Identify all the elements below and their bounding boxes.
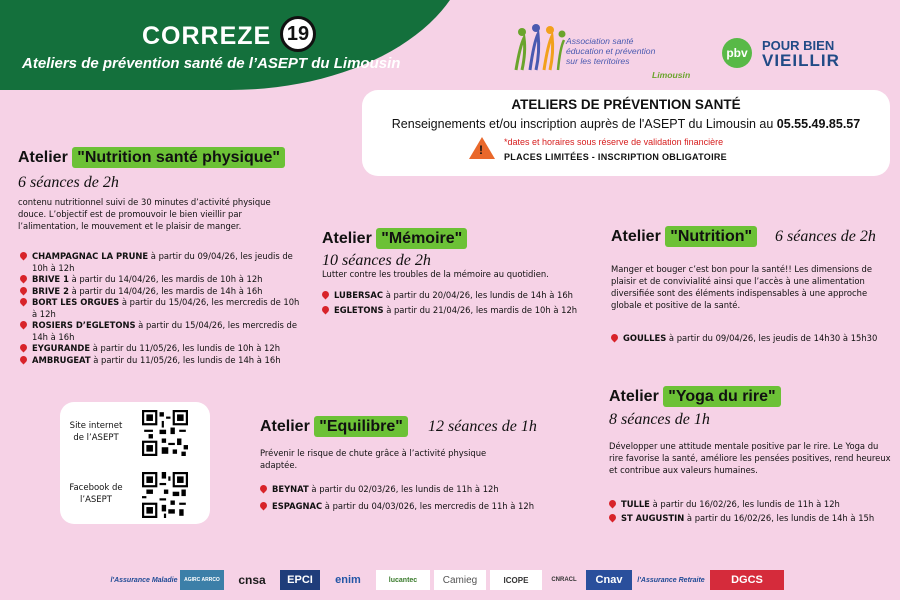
list-item: BRIVE 2 à partir du 14/04/26, les mardis de 14h à 16h [20, 286, 305, 298]
info-contact: Renseignements et/ou inscription auprès de l'ASEPT du Limousin au 05.55.49.85.57 [391, 117, 861, 131]
location-pin-icon [608, 512, 618, 522]
partner-assurance-retraite-logo: l'Assurance Retraite [637, 576, 705, 584]
location-pin-icon [19, 251, 29, 261]
pour-bien-vieillir-logo [722, 38, 862, 78]
list-item: BRIVE 1 à partir du 14/04/26, les mardis de 10h à 12h [20, 274, 305, 286]
location-pin-icon [19, 297, 29, 307]
atelier-title: Atelier "Equilibre" [260, 418, 408, 436]
partner-epci-logo: EPCI [280, 570, 320, 590]
atelier-sessions: 10 séances de 2h [322, 252, 431, 269]
partner-enim-logo: enim [335, 574, 361, 586]
info-box [362, 90, 890, 176]
people-icon [512, 22, 568, 72]
asept-logo-region: Limousin [652, 70, 691, 80]
atelier-title: Atelier "Nutrition" [611, 228, 757, 246]
pbv-line1: POUR BIEN [762, 38, 835, 53]
list-item: GOULLES à partir du 09/04/26, les jeudis de 14h30 à 15h30 [611, 333, 896, 345]
partner-agirc-arrco-logo: AGIRC ARRCO [180, 570, 224, 590]
atelier-title: Atelier "Yoga du rire" [609, 388, 781, 406]
info-title: ATELIERS DE PRÉVENTION SANTÉ [511, 97, 741, 112]
location-pin-icon [19, 274, 29, 284]
atelier-title: Atelier "Nutrition santé physique" [18, 149, 285, 167]
atelier-title: Atelier "Mémoire" [322, 230, 467, 248]
list-item: BORT LES ORGUES à partir du 15/04/26, les mercredis de 10h à 12h [20, 297, 305, 320]
page-title: CORREZE [142, 22, 272, 50]
partner-icope-logo: ICOPE [490, 570, 542, 590]
location-pin-icon [19, 354, 29, 364]
info-places: PLACES LIMITÉES - INSCRIPTION OBLIGATOIRE [504, 152, 727, 162]
list-item: ROSIERS D’EGLETONS à partir du 15/04/26, les mercredis de 14h à 16h [20, 320, 305, 343]
list-item: EYGURANDE à partir du 11/05/26, les lundis de 10h à 12h [20, 343, 305, 355]
info-note: *dates et horaires sous réserve de validation financière [504, 137, 724, 147]
location-pin-icon [608, 499, 618, 509]
warning-icon-mark: ! [479, 143, 483, 157]
partner-cnracl-logo: CNRACL [551, 577, 577, 583]
atelier-description: Prévenir le risque de chute grâce à l’activité physique adaptée. [260, 448, 487, 470]
location-pin-icon [610, 333, 620, 343]
location-pin-icon [259, 500, 269, 510]
partner-lucantec-logo: lucantec [376, 570, 430, 590]
list-item: ESPAGNAC à partir du 04/03/026, les mercredis de 11h à 12h [260, 501, 560, 513]
pbv-line2: VIEILLIR [762, 51, 840, 70]
location-list [260, 484, 560, 512]
partner-assurance-maladie-logo: l'Assurance Maladie [110, 576, 178, 584]
location-pin-icon [321, 290, 331, 300]
location-pin-icon [321, 304, 331, 314]
website-qr-code-icon[interactable] [142, 410, 188, 456]
atelier-description: Développer une attitude mentale positive par le rire. Le Yoga du rire favorise la santé, améliore les pensées positives, rend heureux et contribue aux valeurs humaines. [609, 441, 891, 475]
location-list [20, 251, 305, 366]
facebook-qr-code-icon[interactable] [142, 472, 188, 518]
list-item: TULLE à partir du 16/02/26, les lundis de 11h à 12h [609, 499, 894, 511]
atelier-description: contenu nutritionnel suivi de 30 minutes d’activité physique douce. L’objectif est de promouvoir le bien vieillir par l’alimentation, le mouvement et le plaisir de manger. [18, 197, 271, 231]
location-pin-icon [19, 343, 29, 353]
phone-number: 05.55.49.85.57 [776, 117, 861, 131]
location-list [611, 333, 896, 345]
asept-logo [512, 20, 702, 82]
list-item: ST AUGUSTIN à partir du 16/02/26, les lundis de 14h à 15h [609, 513, 894, 525]
partner-dgcs-logo: DGCS [710, 570, 784, 590]
location-pin-icon [259, 484, 269, 494]
atelier-sessions: 6 séances de 2h [18, 174, 119, 191]
atelier-sessions: 8 séances de 1h [609, 411, 710, 428]
location-pin-icon [19, 320, 29, 330]
qr-code-box [60, 402, 210, 524]
partner-logos [112, 566, 792, 592]
atelier-sessions: 6 séances de 2h [775, 228, 876, 245]
page-subtitle: Ateliers de prévention santé de l’ASEPT du Limousin [22, 55, 401, 72]
partner-cnsa-logo: cnsa [238, 573, 266, 587]
list-item: CHAMPAGNAC LA PRUNE à partir du 09/04/26, les jeudis de 10h à 12h [20, 251, 305, 274]
location-pin-icon [19, 285, 29, 295]
pbv-circle-icon: pbv [722, 38, 752, 68]
website-qr-label: Site internet de l’ASEPT [69, 421, 123, 443]
facebook-qr-label: Facebook de l’ASEPT [69, 483, 123, 505]
list-item: AMBRUGEAT à partir du 11/05/26, les lundis de 14h à 16h [20, 355, 305, 367]
location-list [609, 499, 894, 524]
asept-logo-text: Association santé éducation et prévention sur les territoires [566, 36, 656, 66]
atelier-description: Manger et bouger c’est bon pour la santé!! Les dimensions de plaisir et de convivialité ainsi que l’accès à une alimentation diversifiée sont des éléments indispensables à une approche globale et positive de la santé. [611, 264, 872, 310]
list-item: BEYNAT à partir du 02/03/26, les lundis de 11h à 12h [260, 484, 560, 496]
partner-cnav-logo: Cnav [586, 570, 632, 590]
list-item: LUBERSAC à partir du 20/04/26, les lundis de 14h à 16h [322, 290, 590, 302]
department-badge: 19 [280, 16, 316, 52]
list-item: EGLETONS à partir du 21/04/26, les mardis de 10h à 12h [322, 305, 590, 317]
partner-camieg-logo: Camieg [434, 570, 486, 590]
atelier-sessions: 12 séances de 1h [428, 418, 537, 435]
atelier-description: Lutter contre les troubles de la mémoire au quotidien. [322, 269, 549, 279]
location-list [322, 290, 590, 316]
